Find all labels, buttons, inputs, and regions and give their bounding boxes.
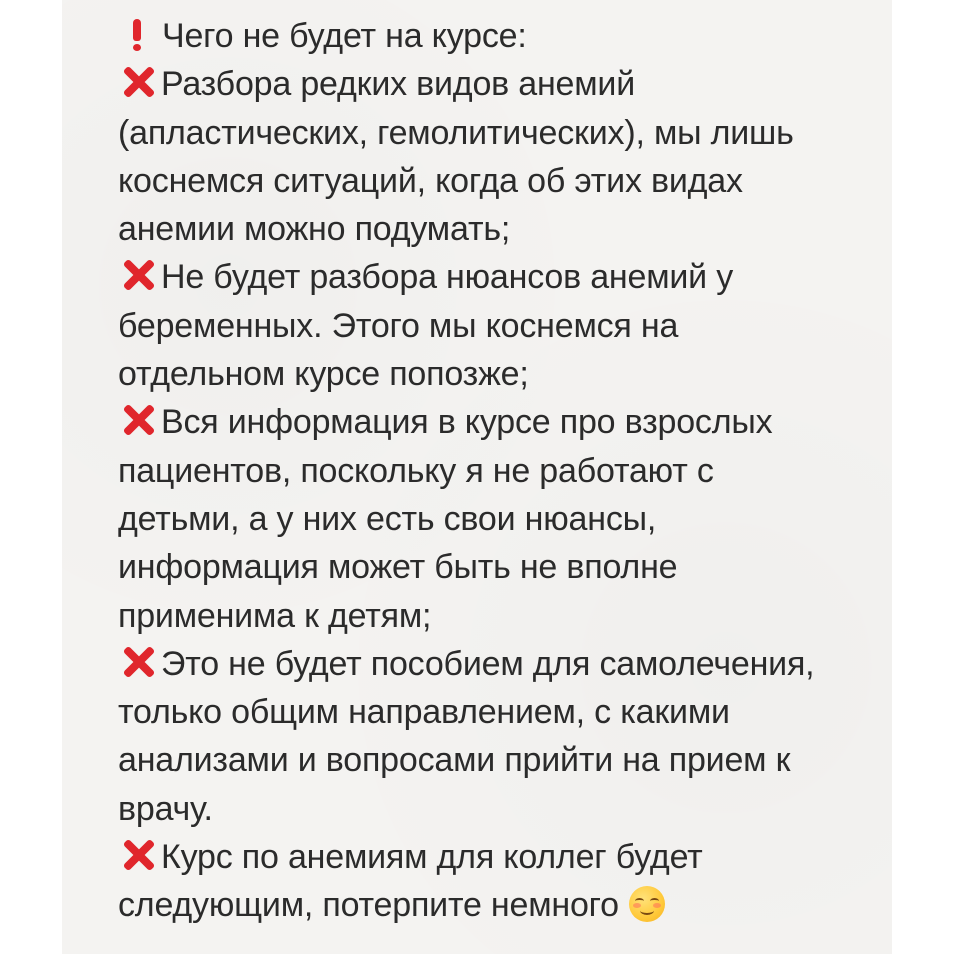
note-line: анемии можно подумать; xyxy=(118,210,511,249)
note-line: врачу. xyxy=(118,789,213,828)
note-line-last: следующим, потерпите немного xyxy=(118,881,858,929)
note-line: применима к детям; xyxy=(118,596,432,635)
note-line: Вся информация в курсе про взрослых xyxy=(118,398,858,446)
note-line: Это не будет пособием для самолечения, xyxy=(118,640,858,688)
note-line: беременных. Этого мы коснемся на xyxy=(118,306,679,345)
note-line: коснемся ситуаций, когда об этих видах xyxy=(118,161,743,200)
note-line: (апластических, гемолитических), мы лишь xyxy=(118,113,794,152)
note-line: детьми, а у них есть свои нюансы, xyxy=(118,499,657,538)
cross-mark-icon xyxy=(118,257,158,293)
note-text xyxy=(118,12,858,930)
note-line: пациентов, поскольку я не работают с xyxy=(118,451,714,490)
cross-mark-icon xyxy=(118,837,158,873)
exclamation-icon xyxy=(130,17,144,51)
cross-mark-icon xyxy=(118,64,158,100)
note-line: информация может быть не вполне xyxy=(118,548,678,587)
note-header: Чего не будет на курсе: xyxy=(162,17,527,55)
cross-mark-icon xyxy=(118,402,158,438)
note-line: анализами и вопросами прийти на прием к xyxy=(118,741,791,780)
note-line: отдельном курсе попозже; xyxy=(118,355,529,394)
smiling-face-icon xyxy=(629,886,665,922)
note-line: Не будет разбора нюансов анемий у xyxy=(118,253,858,301)
note-header-line xyxy=(118,12,858,60)
note-line: только общим направлением, с какими xyxy=(118,693,730,732)
cross-mark-icon xyxy=(118,644,158,680)
note-line: Курс по анемиям для коллег будет xyxy=(118,833,858,881)
note-line: Разбора редких видов анемий xyxy=(118,60,858,108)
